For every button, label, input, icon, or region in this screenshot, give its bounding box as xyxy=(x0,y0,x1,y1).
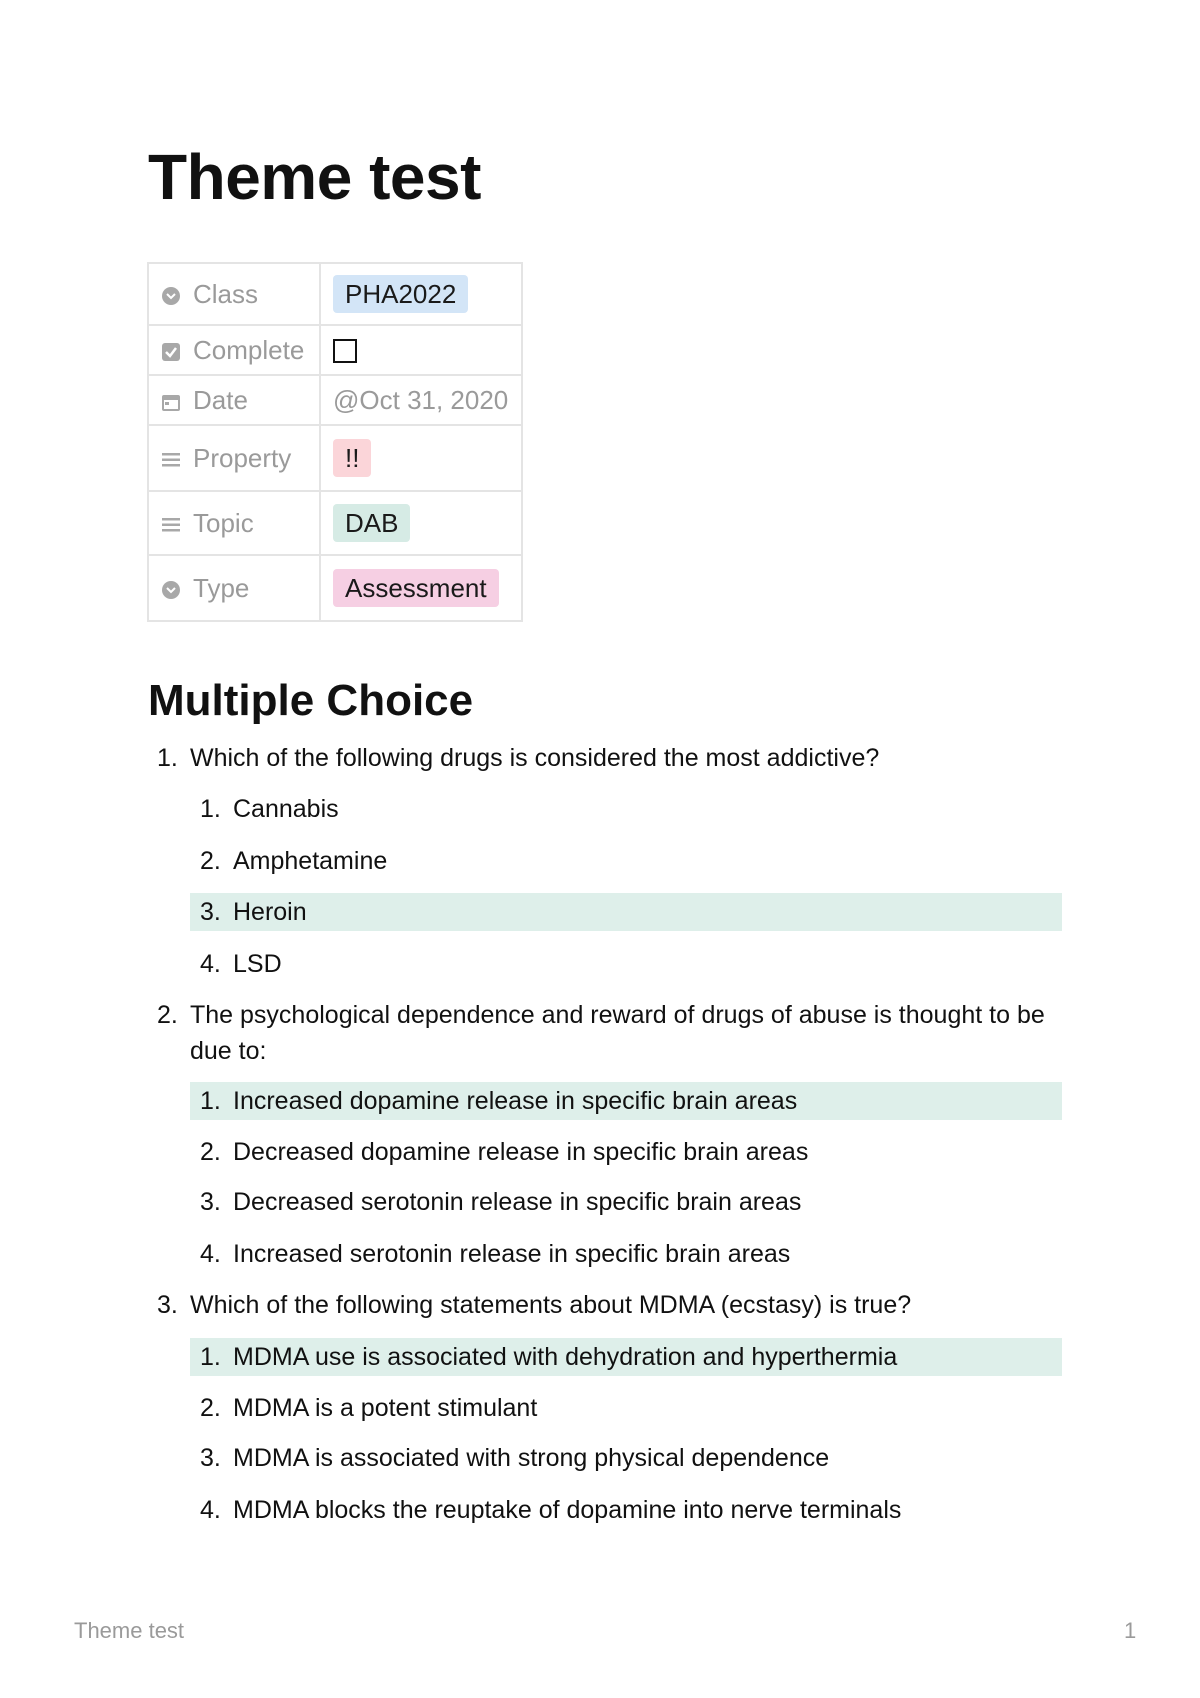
footer-title: Theme test xyxy=(74,1618,185,1643)
select-icon xyxy=(161,286,181,306)
question-text: Which of the following drugs is considered the most addictive? xyxy=(190,744,880,772)
property-value-cell[interactable] xyxy=(320,555,522,621)
option-number: 2. xyxy=(200,847,221,875)
properties-table xyxy=(147,262,523,622)
option-number: 1. xyxy=(200,1087,221,1115)
property-row-complete xyxy=(148,325,522,375)
property-name-cell xyxy=(148,425,320,491)
date-value: @Oct 31, 2020 xyxy=(333,384,509,415)
option-number: 3. xyxy=(200,1444,221,1472)
select-icon xyxy=(161,580,181,600)
question-number: 1. xyxy=(157,744,178,772)
question-number: 2. xyxy=(157,1001,178,1029)
property-label: Class xyxy=(193,278,259,309)
property-value-cell xyxy=(320,325,522,375)
option-text: Increased dopamine release in specific brain areas xyxy=(233,1087,798,1115)
answer-option xyxy=(190,1491,1062,1529)
property-value-cell[interactable] xyxy=(320,491,522,555)
property-name-cell xyxy=(148,555,320,621)
priority-tag: !! xyxy=(333,439,371,477)
answer-option xyxy=(190,1389,1062,1427)
property-row-topic xyxy=(148,491,522,555)
option-text: Cannabis xyxy=(233,795,339,823)
option-text: Decreased serotonin release in specific brain areas xyxy=(233,1188,802,1216)
option-number: 3. xyxy=(200,898,221,926)
option-number: 4. xyxy=(200,1496,221,1524)
property-row-class xyxy=(148,263,522,325)
option-text: MDMA is associated with strong physical dependence xyxy=(233,1444,830,1472)
option-text: Heroin xyxy=(233,898,307,926)
class-tag: PHA2022 xyxy=(333,275,468,313)
footer-page-number: 1 xyxy=(1124,1618,1137,1643)
property-label: Complete xyxy=(193,334,305,365)
property-value-cell[interactable] xyxy=(320,425,522,491)
property-label: Date xyxy=(193,384,248,415)
answer-option xyxy=(190,1439,1062,1477)
checkbox-icon xyxy=(161,342,181,362)
option-number: 1. xyxy=(200,1343,221,1371)
type-tag: Assessment xyxy=(333,569,499,607)
answer-option xyxy=(190,1235,1062,1273)
answer-option xyxy=(190,842,1062,880)
property-label: Property xyxy=(193,442,292,473)
text-lines-icon xyxy=(161,450,181,470)
answer-option xyxy=(190,1133,1062,1171)
option-text: MDMA use is associated with dehydration and hyperthermia xyxy=(233,1343,898,1371)
property-row-type xyxy=(148,555,522,621)
section-heading: Multiple Choice xyxy=(148,676,474,725)
page-title: Theme test xyxy=(148,141,481,213)
answer-option xyxy=(190,945,1062,983)
answer-option xyxy=(190,1183,1062,1221)
question-number: 3. xyxy=(157,1291,178,1319)
property-name-cell xyxy=(148,375,320,425)
option-text: Decreased dopamine release in specific brain areas xyxy=(233,1138,809,1166)
property-name-cell xyxy=(148,325,320,375)
option-text: Increased serotonin release in specific brain areas xyxy=(233,1240,791,1268)
option-text: Amphetamine xyxy=(233,847,388,875)
option-number: 4. xyxy=(200,1240,221,1268)
option-number: 1. xyxy=(200,795,221,823)
topic-tag: DAB xyxy=(333,504,410,542)
option-text: MDMA blocks the reuptake of dopamine into nerve terminals xyxy=(233,1496,902,1524)
property-name-cell xyxy=(148,491,320,555)
property-label: Type xyxy=(193,572,250,603)
question-text: The psychological dependence and reward of drugs of abuse is thought to be due to: xyxy=(190,1001,1045,1065)
property-row-property xyxy=(148,425,522,491)
answer-option-highlighted xyxy=(190,893,1062,931)
text-lines-icon xyxy=(161,515,181,535)
complete-checkbox[interactable] xyxy=(333,339,357,363)
property-label: Topic xyxy=(193,507,254,538)
option-number: 2. xyxy=(200,1394,221,1422)
question-text: Which of the following statements about MDMA (ecstasy) is true? xyxy=(190,1291,912,1319)
property-value-cell[interactable] xyxy=(320,375,522,425)
calendar-icon xyxy=(161,392,181,412)
option-text: MDMA is a potent stimulant xyxy=(233,1394,538,1422)
option-number: 3. xyxy=(200,1188,221,1216)
answer-option-highlighted xyxy=(190,1338,1062,1376)
answer-option-highlighted xyxy=(190,1082,1062,1120)
option-text: LSD xyxy=(233,950,282,978)
option-number: 4. xyxy=(200,950,221,978)
answer-option xyxy=(190,790,1062,828)
property-name-cell xyxy=(148,263,320,325)
option-number: 2. xyxy=(200,1138,221,1166)
property-value-cell[interactable] xyxy=(320,263,522,325)
property-row-date xyxy=(148,375,522,425)
